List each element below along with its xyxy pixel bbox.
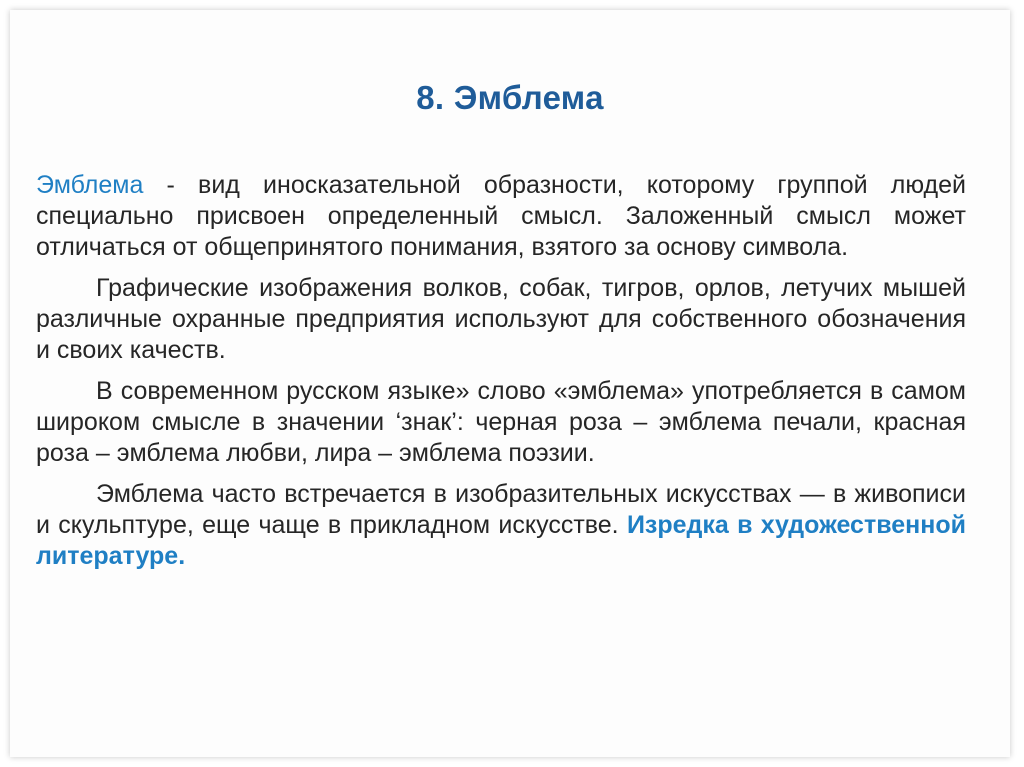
paragraph-definition xyxy=(36,170,966,263)
term-emblem: Эмблема xyxy=(36,171,144,199)
paragraph-art xyxy=(36,479,966,572)
art-text: Эмблема часто встречается в изобразительных искусствах — в живописи и скульптуре, еще чаще в прикладном искусстве. xyxy=(36,480,966,539)
definition-text: - вид иносказательной образности, которому группой людей специально присвоен определенный смысл. Заложенный смысл может отличаться от общепринятого понимания, взятого за основу символа. xyxy=(36,171,966,261)
paragraph-graphics: Графические изображения волков, собак, тигров, орлов, летучих мышей различные охранные предприятия используют для собственного обозначения и своих качеств. xyxy=(36,274,966,364)
slide-title: 8. Эмблема xyxy=(416,79,604,116)
literature-highlight: Изредка в художественной литературе. xyxy=(36,511,966,570)
paragraph-modern-language: В современном русском языке» слово «эмблема» употребляется в самом широком смысле в значении ‘знак’: черная роза – эмблема печали, красная роза – эмблема любви, лира – эмблема поэзии. xyxy=(36,377,966,467)
slide xyxy=(10,10,1010,757)
slide-content xyxy=(36,170,966,582)
